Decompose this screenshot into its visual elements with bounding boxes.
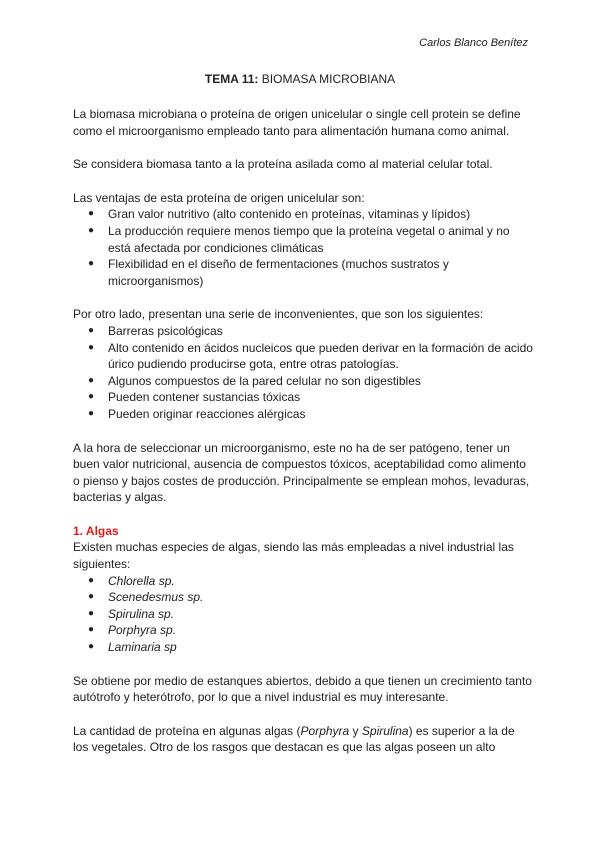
bullet-icon: ● [88,341,95,353]
section-heading-algas: 1. Algas [73,523,119,538]
list-item: ● Spirulina sp. [88,606,175,621]
list-item: ● Barreras psicológicas [88,323,223,338]
list-item: ● Laminaria sp [88,640,177,655]
document-body [73,106,533,756]
bullet-icon: ● [88,407,95,419]
list-item: ● Algunos compuestos de la pared celular no son digestibles [88,373,421,388]
list-item: ● Pueden originar reacciones alérgicas [88,406,306,421]
list-item: ● Gran valor nutritivo (alto contenido en proteínas, vitaminas y lípidos) [88,207,471,222]
list-item: ● Scenedesmus sp. [88,590,204,605]
author-name: Carlos Blanco Benítez [419,37,528,49]
list-item: ● Pueden contener sustancias tóxicas [88,390,301,405]
paragraph-advantages-intro: Las ventajas de esta proteína de origen unicelular son: [73,190,365,205]
bullet-icon: ● [88,324,95,336]
paragraph-disadvantages-intro: Por otro lado, presentan una serie de inconvenientes, que son los siguientes: [73,307,484,322]
list-item: ● La producción requiere menos tiempo que la proteína vegetal o animal y no está afectada por condiciones climáticas [88,223,510,255]
title-text: BIOMASA MICROBIANA [258,72,396,86]
list-item: ● Chlorella sp. [88,573,175,588]
paragraph-cultivation: Se obtiene por medio de estanques abiertos, debido a que tienen un crecimiento tanto autótrofo y heterótrofo, por lo que a nivel industrial es muy interesante. [73,673,532,705]
advantages-list [73,206,533,289]
bullet-icon: ● [88,224,95,236]
paragraph-definition: La biomasa microbiana o proteína de origen unicelular o single cell protein se define como el microorganismo empleado tanto para alimentación humana como animal. [73,107,521,138]
page-title [0,72,600,86]
bullet-icon: ● [88,258,95,270]
bullet-icon: ● [88,374,95,386]
list-item: ● Flexibilidad en el diseño de fermentaciones (muchos sustratos y microorganismos) [88,257,449,288]
title-prefix: TEMA 11: [204,72,259,86]
disadvantages-list [73,323,533,423]
paragraph-selection-criteria: A la hora de seleccionar un microorganismo, este no ha de ser patógeno, tener un buen valor nutricional, ausencia de compuestos tóxicos, aceptabilidad como alimento o pienso y bajos costes de producción. Principalmente se emplean mohos, levaduras, bacterias y algas. [73,440,530,505]
bullet-icon: ● [88,391,95,403]
algae-species-list [73,573,533,656]
bullet-icon: ● [88,208,95,220]
list-item: ● Porphyra sp. [88,623,177,638]
bullet-icon: ● [88,591,95,603]
bullet-icon: ● [88,607,95,619]
list-item: ● Alto contenido en ácidos nucleicos que pueden derivar en la formación de acido úrico pudiendo producirse gota, entre otras patologías. [88,340,533,372]
bullet-icon: ● [88,624,95,636]
paragraph-algas-intro: Existen muchas especies de algas, siendo las más empleadas a nivel industrial las siguientes: [73,540,514,572]
bullet-icon: ● [88,574,95,586]
bullet-icon: ● [88,641,95,653]
paragraph-protein-content: La cantidad de proteína en algunas algas (Porphyra y Spirulina) es superior a la de los vegetales. Otro de los rasgos que destacan es que las algas poseen un alto [73,723,515,755]
paragraph-biomass-scope: Se considera biomasa tanto a la proteína asilada como al material celular total. [73,157,493,172]
